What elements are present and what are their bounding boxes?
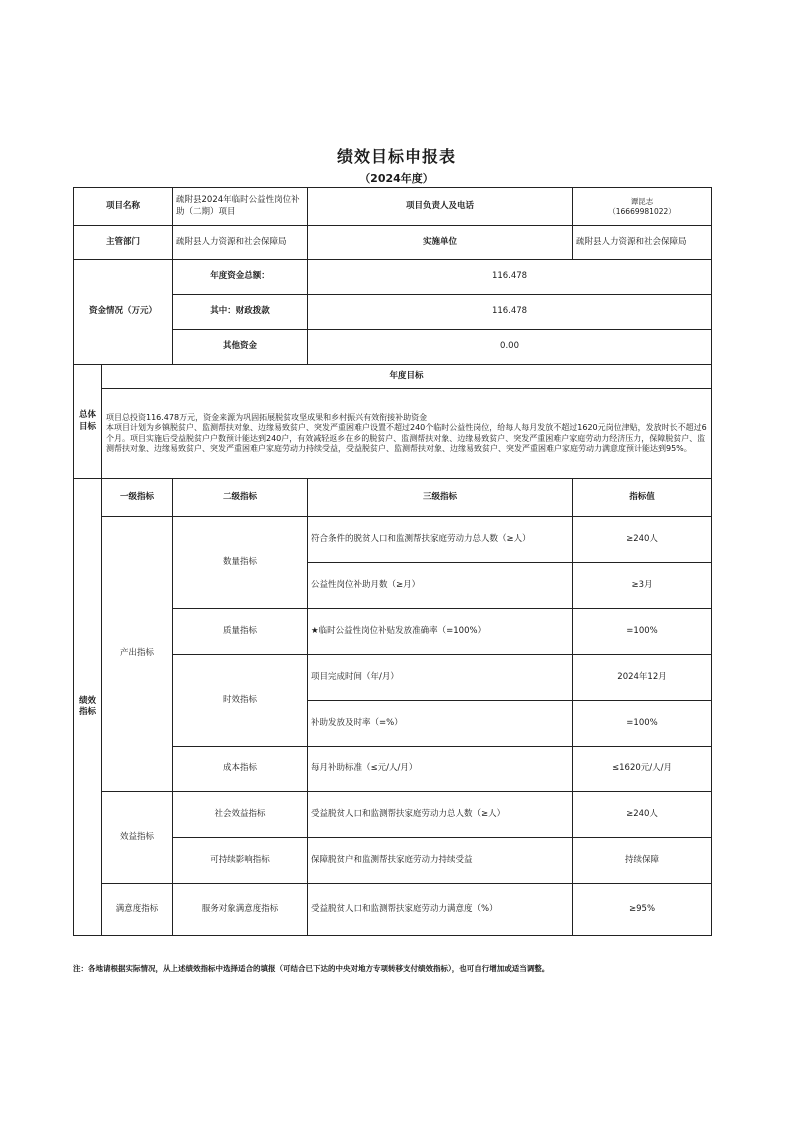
quantity-label: 数量指标 <box>173 517 308 609</box>
department-row <box>74 226 712 260</box>
funds-total-label: 年度资金总额： <box>173 260 308 295</box>
funds-label: 资金情况（万元） <box>74 260 173 365</box>
satisfaction-label: 满意度指标 <box>102 884 173 936</box>
cost-label: 成本指标 <box>173 747 308 792</box>
table-row <box>74 792 712 838</box>
impl-unit-value: 疏附县人力资源和社会保障局 <box>573 226 712 260</box>
funds-fiscal-label: 其中：财政拨款 <box>173 295 308 330</box>
year-subtitle: （2024年度） <box>359 172 434 185</box>
indicator-value: ≤1620元/人/月 <box>573 747 712 792</box>
owner-name: 谭昆志 <box>630 196 654 206</box>
indicator-name: 补助发放及时率（=%） <box>308 701 573 747</box>
funds-fiscal-value: 116.478 <box>308 295 712 330</box>
funds-total-value: 116.478 <box>308 260 712 295</box>
project-owner-label: 项目负责人及电话 <box>308 188 573 226</box>
performance-table <box>73 187 712 936</box>
project-row <box>74 188 712 226</box>
owner-phone: （16669981022） <box>608 206 676 216</box>
funds-other-value: 0.00 <box>308 330 712 365</box>
benefit-label: 效益指标 <box>102 792 173 884</box>
indicator-name: 保障脱贫户和监测帮扶家庭劳动力持续受益 <box>308 838 573 884</box>
indicator-value: =100% <box>573 609 712 655</box>
funds-row-total <box>74 260 712 295</box>
indicators-header-row <box>74 479 712 517</box>
project-name-value: 疏附县2024年临时公益性岗位补助（二期）项目 <box>173 188 308 226</box>
project-owner-value <box>573 188 712 226</box>
table-row <box>74 884 712 936</box>
header-value: 指标值 <box>573 479 712 517</box>
indicator-value: =100% <box>573 701 712 747</box>
project-name-label: 项目名称 <box>74 188 173 226</box>
sustain-label: 可持续影响指标 <box>173 838 308 884</box>
goal-label: 总体目标 <box>74 365 102 479</box>
service-satisfaction-label: 服务对象满意度指标 <box>173 884 308 936</box>
department-value: 疏附县人力资源和社会保障局 <box>173 226 308 260</box>
impl-unit-label: 实施单位 <box>308 226 573 260</box>
goal-text-row <box>74 389 712 479</box>
funds-other-label: 其他资金 <box>173 330 308 365</box>
goal-header: 年度目标 <box>102 365 712 389</box>
indicator-name: ★临时公益性岗位补贴发放准确率（=100%） <box>308 609 573 655</box>
timeliness-label: 时效指标 <box>173 655 308 747</box>
goal-header-row <box>74 365 712 389</box>
header-level3: 三级指标 <box>308 479 573 517</box>
social-label: 社会效益指标 <box>173 792 308 838</box>
table-row <box>74 517 712 563</box>
footnote: 注：各地请根据实际情况，从上述绩效指标中选择适合的填报（可结合已下达的中央对地方专项转移支付绩效指标），也可自行增加或适当调整。 <box>73 964 550 973</box>
quality-label: 质量指标 <box>173 609 308 655</box>
indicator-value: ≥240人 <box>573 517 712 563</box>
indicator-name: 每月补助标准（≤元/人/月） <box>308 747 573 792</box>
indicator-value: ≥240人 <box>573 792 712 838</box>
indicator-value: ≥3月 <box>573 563 712 609</box>
indicator-name: 项目完成时间（年/月） <box>308 655 573 701</box>
indicator-name: 符合条件的脱贫人口和监测帮扶家庭劳动力总人数（≥人） <box>308 517 573 563</box>
indicator-name: 受益脱贫人口和监测帮扶家庭劳动力满意度（%） <box>308 884 573 936</box>
indicator-value: 2024年12月 <box>573 655 712 701</box>
goal-text: 项目总投资116.478万元，资金来源为巩固拓展脱贫攻坚成果和乡村振兴有效衔接补助资金 本项目计划为乡镇脱贫户、监测帮扶对象、边缘易致贫户、突发严重困难户设置不超过240个临时公益性岗位，给每人每月发放不超过1620元岗位津贴，发放时长不超过6个月。项目实施后受益脱贫户户数预计能达到240户，有效减轻返乡在乡的脱贫户、监测帮扶对象、边缘易致贫户、突发严重困难户家庭劳动力经济压力，保障脱贫户、监测帮扶对象、边缘易致贫户、突发严重困难户家庭劳动力持续受益，受益脱贫户、监测帮扶对象、边缘易致贫户、突发严重困难户家庭劳动力满意度预计能达到95%。 <box>102 389 712 479</box>
indicators-label: 绩效指标 <box>74 479 102 936</box>
header-level1: 一级指标 <box>102 479 173 517</box>
department-label: 主管部门 <box>74 226 173 260</box>
indicator-name: 受益脱贫人口和监测帮扶家庭劳动力总人数（≥人） <box>308 792 573 838</box>
header-level2: 二级指标 <box>173 479 308 517</box>
output-label: 产出指标 <box>102 517 173 792</box>
indicator-value: ≥95% <box>573 884 712 936</box>
page-title: 绩效目标申报表 <box>336 147 456 166</box>
indicator-name: 公益性岗位补助月数（≥月） <box>308 563 573 609</box>
indicator-value: 持续保障 <box>573 838 712 884</box>
